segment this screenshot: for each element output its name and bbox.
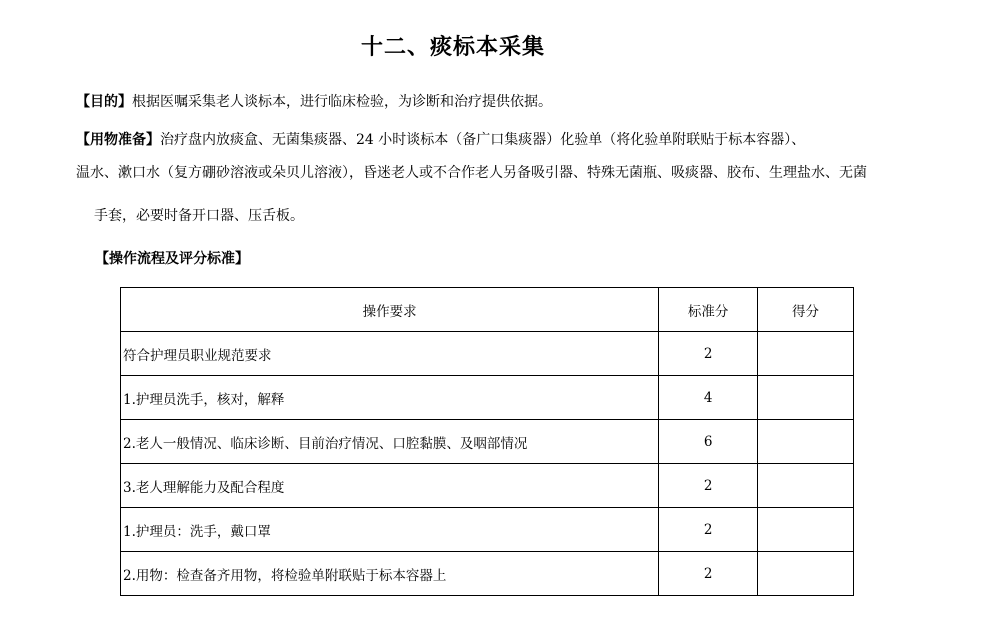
standard-score-cell: 6 (659, 420, 758, 464)
requirement-cell: 3.老人理解能力及配合程度 (121, 464, 659, 508)
requirement-cell: 符合护理员职业规范要求 (121, 332, 659, 376)
materials-paragraph-line1 (76, 130, 805, 150)
standard-score-cell: 2 (659, 464, 758, 508)
standard-score-cell: 2 (659, 508, 758, 552)
requirement-cell: 1.护理员洗手，核对，解释 (121, 376, 659, 420)
purpose-paragraph (76, 92, 552, 112)
requirement-cell: 2.用物：检查备齐用物，将检验单附联贴于标本容器上 (121, 552, 659, 596)
header-obtained-score: 得分 (758, 288, 854, 332)
table-row (121, 552, 854, 596)
table-row (121, 420, 854, 464)
materials-label: 【用物准备】 (76, 132, 160, 148)
materials-text-line3: 手套，必要时备开口器、压舌板。 (94, 208, 304, 224)
purpose-text: 根据医嘱采集老人谈标本，进行临床检验，为诊断和治疗提供依据。 (132, 94, 552, 110)
table-row (121, 508, 854, 552)
obtained-score-cell (758, 420, 854, 464)
standard-score-cell: 4 (659, 376, 758, 420)
materials-text-line1: 治疗盘内放痰盒、无菌集痰器、24 小时谈标本（备广口集痰器）化验单（将化验单附联贴于标本容器）、 (160, 132, 806, 148)
page-title: 十二、痰标本采集 (360, 35, 545, 60)
obtained-score-cell (758, 376, 854, 420)
obtained-score-cell (758, 552, 854, 596)
table-header-row (121, 288, 854, 332)
scoring-table (120, 287, 854, 596)
table-row (121, 376, 854, 420)
header-standard-score: 标准分 (659, 288, 758, 332)
materials-text-line2: 温水、漱口水（复方硼砂溶液或朵贝儿溶液），昏迷老人或不合作老人另备吸引器、特殊无菌瓶、吸痰器、胶布、生理盐水、无菌 (76, 165, 867, 181)
table-row (121, 332, 854, 376)
requirement-cell: 2.老人一般情况、临床诊断、目前治疗情况、口腔黏膜、及咽部情况 (121, 420, 659, 464)
procedure-heading: 【操作流程及评分标准】 (95, 251, 249, 267)
table-row (121, 464, 854, 508)
obtained-score-cell (758, 508, 854, 552)
requirement-cell: 1.护理员：洗手，戴口罩 (121, 508, 659, 552)
standard-score-cell: 2 (659, 552, 758, 596)
header-requirement: 操作要求 (121, 288, 659, 332)
obtained-score-cell (758, 332, 854, 376)
standard-score-cell: 2 (659, 332, 758, 376)
purpose-label: 【目的】 (76, 94, 132, 110)
obtained-score-cell (758, 464, 854, 508)
